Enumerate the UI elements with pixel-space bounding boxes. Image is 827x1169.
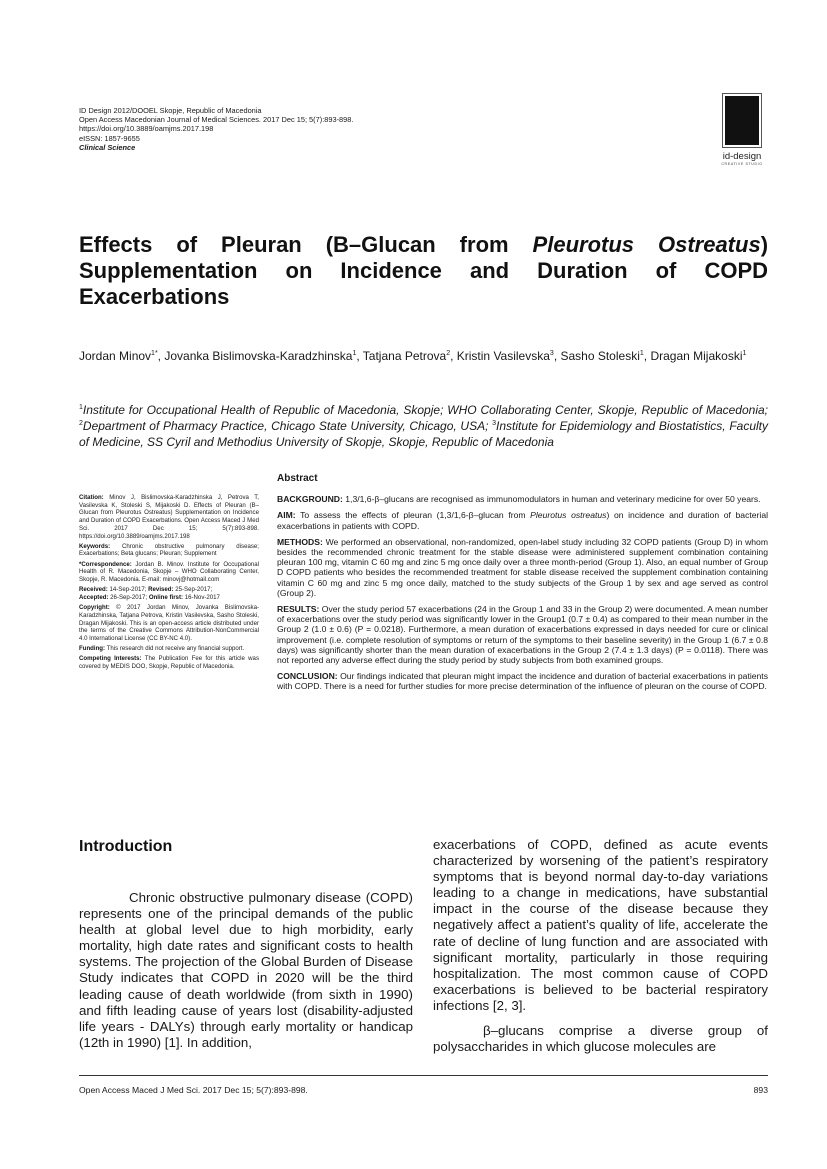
title-line-2: Supplementation on Incidence and Duration of COPD xyxy=(79,258,768,283)
author-name: Dragan Mijakoski xyxy=(650,349,743,363)
introduction-heading: Introduction xyxy=(79,838,173,855)
article-metadata-sidebar xyxy=(79,494,259,673)
copyright-block: Copyright: © 2017 Jordan Minov, Jovanka Bislimovska-Karadzhinska, Tatjana Petrova, Kristin Vasilevska, Sasho Stoleski, Dragan Mijakoski. This is an open-access article distributed under the terms of the Creative Commons Attribution-NonCommercial 4.0 International License (CC BY-NC 4.0). xyxy=(79,604,259,642)
footer-citation: Open Access Maced J Med Sci. 2017 Dec 15; 5(7):893-898. xyxy=(79,1085,308,1095)
affiliation: Institute for Occupational Health of Republic of Macedonia, Skopje; WHO Collaborating Center, Skopje, Republic of Macedonia; xyxy=(82,403,768,417)
publisher-logo xyxy=(717,93,767,165)
logo-tagline: CREATIVE STUDIO xyxy=(721,162,763,166)
journal-masthead xyxy=(79,106,499,152)
logo-name: id-design xyxy=(722,151,762,162)
body-column-right xyxy=(433,837,768,1055)
citation-block: Citation: Minov J, Bislimovska-Karadzhinska J, Petrova T, Vasilevska K, Stoleski S, Mijakoski D. Effects of Pleuran (Β–Glucan from Pleurotus Ostreatus) Supplementation on Incidence and Duration of COPD Exacerbations. Open Access Maced J Med Sci. 2017 Dec 15; 5(7):893-898. https://doi.org/10.3889/oamjms.2017.198 xyxy=(79,494,259,540)
keywords-block: Keywords: Chronic obstructive pulmonary disease; Exacerbations; Beta glucans; Pleuran; Supplement xyxy=(79,542,259,558)
article-title xyxy=(79,232,768,310)
body-paragraph: Chronic obstructive pulmonary disease (COPD) represents one of the principal demands of the public health at global level due to high morbidity, early mortality, high date rates and significant costs to health systems. The projection of the Global Burden of Disease Study indicates that COPD in 2020 will be the third leading cause of death worldwide (from sixth in 1990) and fifth leading cause of years lost (disability-adjusted life years - DALYs) through early mortality or handicap (12th in 1990) [1]. In addition, xyxy=(79,890,413,1050)
affiliation: Department of Pharmacy Practice, Chicago State University, Chicago, USA; xyxy=(82,419,489,433)
body-paragraph: exacerbations of COPD, defined as acute events characterized by worsening of the patient’s respiratory symptoms that is beyond normal day-to-day variations leading to a change in medications, have substantial impact in the course of the disease because they negatively affect a patient’s quality of life, accelerate the rate of decline of lung function and are associated with significant mortality, particularly in those requiring hospitalization. The most common cause of COPD exacerbations is believed to be bacterial respiratory infections [2, 3]. xyxy=(433,837,768,1013)
logo-mark-icon xyxy=(722,93,762,148)
journal-citation-line: Open Access Macedonian Journal of Medical Sciences. 2017 Dec 15; 5(7):893-898. xyxy=(79,115,354,125)
abstract xyxy=(277,474,768,698)
affiliations: $^1$Institute for Occupational Health of Republic of Macedonia, Skopje; WHO Collaborating Center, Skopje, Republic of Macedonia; $^2$Department of Pharmacy Practice, Chicago State University, Chicago, USA; $^3$Institute for Epidemiology and Biostatistics, Faculty of Medicine, SS Cyril and Methodius University of Skopje, Skopje, Republic of Macedonia xyxy=(79,403,768,449)
author-name: Sasho Stoleski xyxy=(560,349,640,363)
title-species: Pleurotus Ostreatus xyxy=(532,232,761,257)
body-column-left xyxy=(79,890,413,1051)
abstract-aim: AIM: To assess the effects of pleuran (1,3/1,6-β–glucan from Pleurotus ostreatus) on incidence and duration of bacterial exacerbations in patients with COPD. xyxy=(277,510,769,531)
dates-block: Received: 14-Sep-2017; Revised: 25-Sep-2017; Accepted: 26-Sep-2017; Online first: 16-Nov-2017 xyxy=(79,586,220,601)
abstract-methods: METHODS: We performed an observational, non-randomized, open-label study including 32 COPD patients (Group D) in whom besides the recommended chronic treatment for the stable disease were administered supplement combination containing pleuran 100 mg, vitamin C 60 mg and zinc 5 mg once daily over a three month-period (Group 1). Also, an equal number of Group D COPD patients who besides the recommended treatment for stable disease received the supplement combination containing vitamin C 60 mg and zinc 5 mg once daily, matched to the study subjects of the Group 1 by sex and age served as control (Group 2). xyxy=(277,536,768,598)
author-name: Kristin Vasilevska xyxy=(456,349,550,363)
footer-divider xyxy=(79,1075,768,1076)
author-list: Jordan Minov$^{1*}$, Jovanka Bislimovska-Karadzhinska$^1$, Tatjana Petrova$^2$, Kristin Vasilevska$^3$, Sasho Stoleski$^1$, Dragan Mijakoski$^1$ xyxy=(79,349,747,363)
author-name: Jovanka Bislimovska-Karadzhinska xyxy=(164,349,353,363)
title-line-1: Effects of Pleuran (Β–Glucan from Pleurotus Ostreatus) xyxy=(79,232,769,257)
author-name: Jordan Minov xyxy=(79,349,152,363)
abstract-conclusion: CONCLUSION: Our findings indicated that pleuran might impact the incidence and duration of bacterial exacerbations in patients with COPD. There is a need for further studies for more precise determination of the influence of pleuran on the course of COPD. xyxy=(277,671,768,692)
abstract-heading: Abstract xyxy=(277,473,318,484)
affiliation: Institute for Epidemiology and Biostatistics, Faculty of Medicine, SS Cyril and Methodius University of Skopje, Skopje, Republic of Macedonia xyxy=(79,419,768,449)
publisher-line: ID Design 2012/DOOEL Skopje, Republic of Macedonia xyxy=(79,106,262,115)
body-paragraph: β–glucans comprise a diverse group of polysaccharides in which glucose molecules are xyxy=(433,1023,768,1055)
title-line-3: Exacerbations xyxy=(79,284,230,309)
abstract-background: BACKGROUND: 1,3/1,6-β–glucans are recognised as immunomodulators in human and veterinary medicine for over 50 years. xyxy=(277,494,761,505)
doi-link[interactable]: https://doi.org/10.3889/oamjms.2017.198 xyxy=(79,124,214,134)
author-name: Tatjana Petrova xyxy=(362,349,447,363)
abstract-results: RESULTS: Over the study period 57 exacerbations (24 in the Group 1 and 33 in the Group 2) were documented. A mean number of exacerbations over the study period was significantly lower in the Group1 (0.7 ± 0.4) as compared to their mean number in the Group 2 (1.0 ± 0.6) (P = 0.0218). Furthermore, a mean duration of exacerbations expressed in days needed for cure or clinical improvement (i.e. complete resolution of symptoms or return of the symptoms to their baseline severity) in the Group 1 (6.7 ± 0.8 days) was significantly shorter than the mean duration of exacerbations in the Group 2 (7.4 ± 1.3 days) (P = 0.0118). There was not reported any adverse effect during the study period by study subjects from both examined groups. xyxy=(277,604,768,666)
article-section: Clinical Science xyxy=(79,142,136,152)
eissn-line: eISSN: 1857-9655 xyxy=(79,133,140,143)
correspondence-block: *Correspondence: Jordan B. Minov. Institute for Occupational Health of R. Macedonia, Skopje – WHO Collaborating Center, Skopje, R. Macedonia. E-mail: minovj@hotmail.com xyxy=(79,560,259,584)
funding-block: Funding: This research did not receive any financial support. xyxy=(79,645,245,653)
competing-interests-block: Competing Interests: The Publication Fee for this article was covered by MEDIS DOO, Skopje, Republic of Macedonia. xyxy=(79,655,259,671)
page-number: 893 xyxy=(753,1085,768,1095)
